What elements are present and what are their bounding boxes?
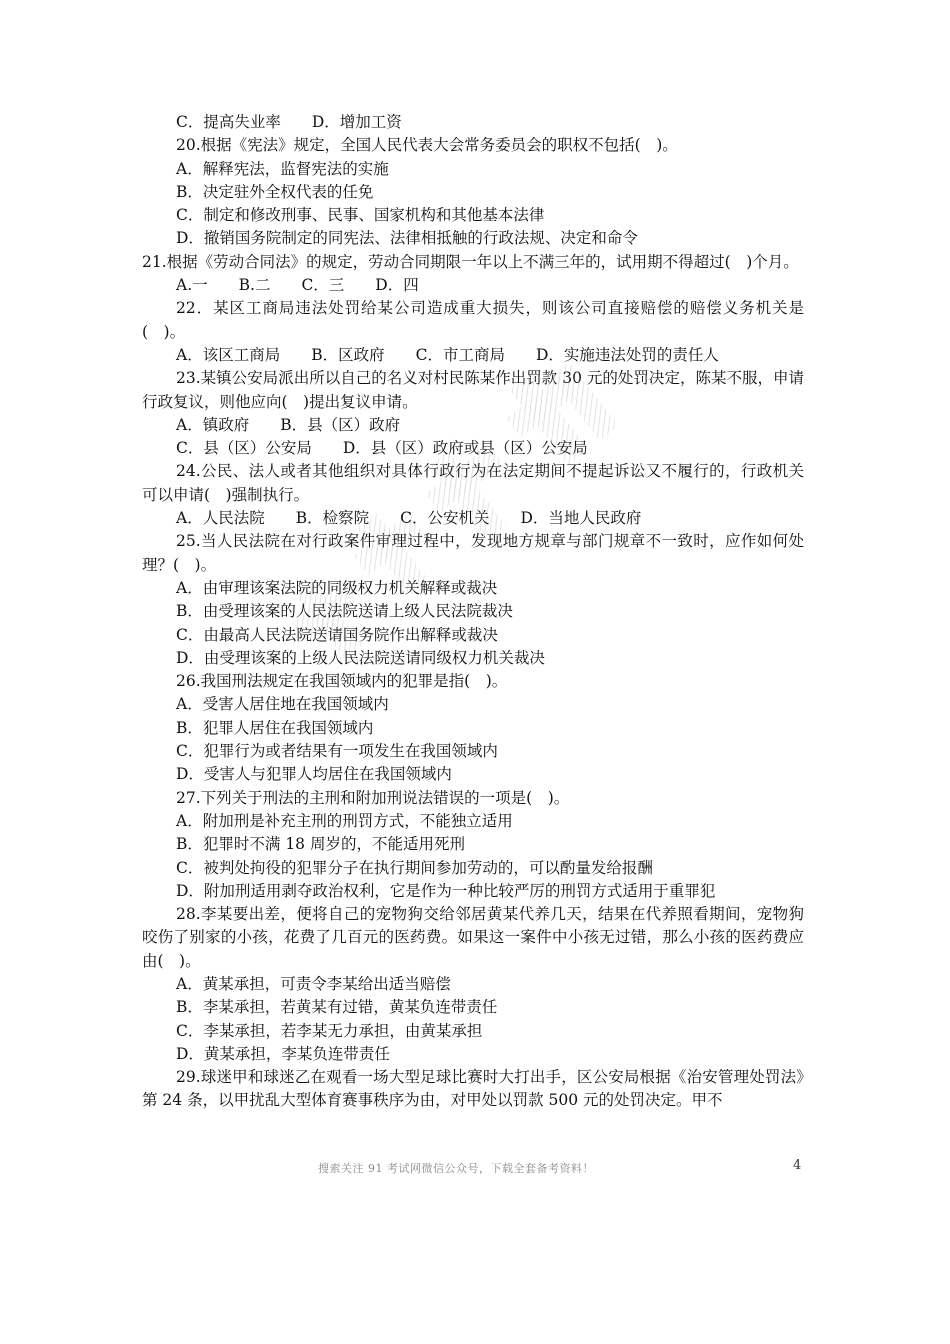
q26-option-d: D．受害人与犯罪人均居住在我国领域内 — [176, 765, 452, 784]
q24-stem: 24.公民、法人或者其他组织对具体行政行为在法定期间不提起诉讼又不履行的，行政机关可以申请( )强制执行。 — [142, 462, 804, 504]
q25-option-a: A．由审理该案法院的同级权力机关解释或裁决 — [176, 578, 498, 597]
q26-option-b: B．犯罪人居住在我国领域内 — [176, 718, 374, 737]
q27-option-d: D．附加刑适用剥夺政治权利，它是作为一种比较严厉的刑罚方式适用于重罪犯 — [176, 881, 716, 900]
q25-option-b: B．由受理该案的人民法院送请上级人民法院裁决 — [176, 602, 513, 621]
q25-stem: 25.当人民法院在对行政案件审理过程中，发现地方规章与部门规章不一致时，应作如何处理？( )。 — [142, 532, 804, 574]
q23-options-ab: A．镇政府 B．县（区）政府 — [176, 415, 401, 434]
q25-option-c: C．由最高人民法院送请国务院作出解释或裁决 — [176, 625, 498, 644]
q28-option-b: B．李某承担，若黄某有过错，黄某负连带责任 — [176, 998, 498, 1017]
q26-option-c: C．犯罪行为或者结果有一项发生在我国领域内 — [176, 742, 498, 761]
q24-options: A．人民法院 B．检察院 C．公安机关 D．当地人民政府 — [176, 509, 642, 528]
q27-option-c: C．被判处拘役的犯罪分子在执行期间参加劳动的，可以酌量发给报酬 — [176, 858, 653, 877]
q21-options: A.一 B.二 C．三 D．四 — [176, 276, 419, 295]
q27-option-b: B．犯罪时不满 18 周岁的，不能适用死刑 — [176, 835, 465, 854]
q26-option-a: A．受害人居住地在我国领域内 — [176, 695, 389, 714]
q20-option-c: C．制定和修改刑事、民事、国家机构和其他基本法律 — [176, 206, 545, 225]
q28-option-c: C．李某承担，若李某无力承担，由黄某承担 — [176, 1021, 483, 1040]
q27-option-a: A．附加刑是补充主刑的刑罚方式，不能独立适用 — [176, 811, 513, 830]
q26-stem: 26.我国刑法规定在我国领域内的犯罪是指( )。 — [176, 672, 508, 691]
q20-option-b: B．决定驻外全权代表的任免 — [176, 182, 374, 201]
q28-option-d: D．黄某承担，李某负连带责任 — [176, 1044, 390, 1063]
q28-option-a: A．黄某承担，可责令李某给出适当赔偿 — [176, 974, 451, 993]
page-number: 4 — [793, 1158, 802, 1173]
q20-option-d: D．撤销国务院制定的同宪法、法律相抵触的行政法规、决定和命令 — [176, 229, 638, 248]
exam-content — [142, 111, 804, 1113]
footer-note: 搜索关注 91 考试网微信公众号，下载全套备考资料！ — [318, 1162, 594, 1175]
q21-stem: 21.根据《劳动合同法》的规定，劳动合同期限一年以上不满三年的，试用期不得超过( )个月。 — [142, 252, 799, 271]
q28-stem: 28.李某要出差，便将自己的宠物狗交给邻居黄某代养几天，结果在代养照看期间，宠物狗咬伤了别家的小孩，花费了几百元的医药费。如果这一案件中小孩无过错，那么小孩的医药费应由( )。 — [142, 905, 804, 970]
q22-options: A．该区工商局 B．区政府 C．市工商局 D．实施违法处罚的责任人 — [176, 345, 719, 364]
q29-stem: 29.球迷甲和球迷乙在观看一场大型足球比赛时大打出手，区公安局根据《治安管理处罚法》第 24 条，以甲扰乱大型体育赛事秩序为由，对甲处以罚款 500 元的处罚决定。甲不 — [142, 1068, 804, 1110]
q22-stem: 22．某区工商局违法处罚给某公司造成重大损失，则该公司直接赔偿的赔偿义务机关是( )。 — [142, 299, 804, 341]
q25-option-d: D．由受理该案的上级人民法院送请同级权力机关裁决 — [176, 648, 545, 667]
q20-option-a: A．解释宪法，监督宪法的实施 — [176, 159, 389, 178]
q23-options-cd: C．县（区）公安局 D．县（区）政府或县（区）公安局 — [176, 439, 588, 458]
q20-stem: 20.根据《宪法》规定，全国人民代表大会常务委员会的职权不包括( )。 — [176, 136, 678, 155]
q19-options: C．提高失业率 D．增加工资 — [176, 113, 402, 131]
q23-stem: 23.某镇公安局派出所以自己的名义对村民陈某作出罚款 30 元的处罚决定，陈某不服，申请行政复议，则他应向( )提出复议申请。 — [142, 369, 804, 411]
q27-stem: 27.下列关于刑法的主刑和附加刑说法错误的一项是( )。 — [176, 788, 570, 807]
